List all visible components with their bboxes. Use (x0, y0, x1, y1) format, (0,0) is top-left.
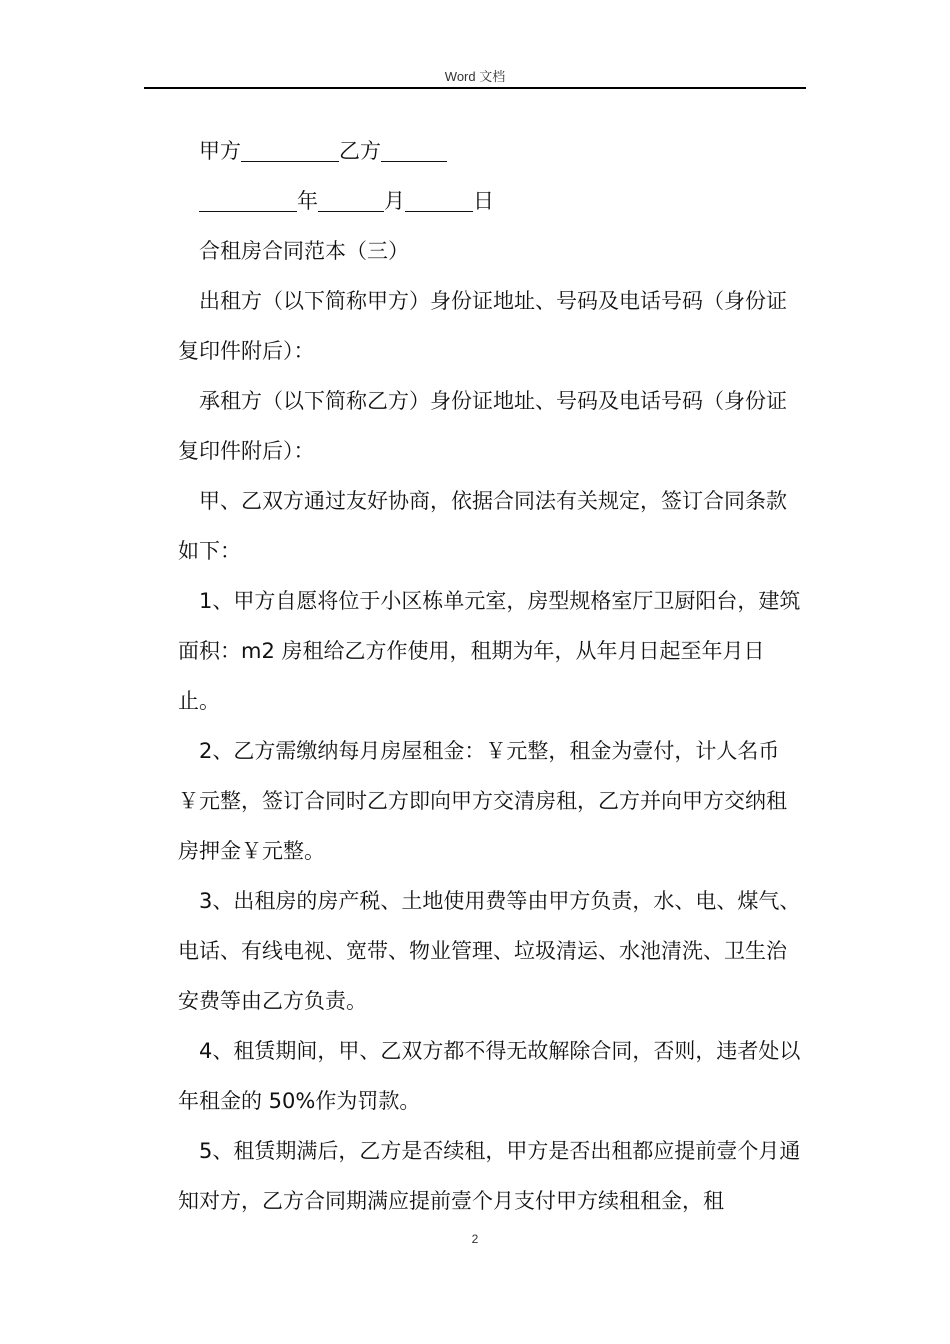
clause-3: 3、出租房的房产税、土地使用费等由甲方负责，水、电、煤气、电话、有线电视、宽带、物业管理、垃圾清运、水池清洗、卫生治安费等由乙方负责。 (178, 889, 801, 1013)
party-b-label: 乙方 (339, 139, 381, 163)
party-a-label: 甲方 (199, 139, 241, 163)
signature-line-parties (178, 126, 804, 176)
year-label: 年 (297, 189, 318, 213)
paragraph-agreement: 甲、乙双方通过友好协商，依据合同法有关规定，签订合同条款如下： (178, 489, 787, 563)
clause-1: 1、甲方自愿将位于小区栋单元室，房型规格室厅卫厨阳台，建筑面积：m2 房租给乙方作使用，租期为年，从年月日起至年月日止。 (178, 589, 801, 713)
party-b-blank (381, 133, 447, 162)
section-title: 合租房合同范本（三） (199, 239, 409, 263)
clause-5: 5、租赁期满后，乙方是否续租，甲方是否出租都应提前壹个月通知对方，乙方合同期满应提前壹个月支付甲方续租租金，租 (178, 1139, 801, 1213)
day-label: 日 (473, 189, 494, 213)
page-number: 2 (471, 1232, 479, 1246)
clause-2: 2、乙方需缴纳每月房屋租金：￥元整，租金为壹付，计人名币￥元整，签订合同时乙方即向甲方交清房租，乙方并向甲方交纳租房押金￥元整。 (178, 739, 787, 863)
header-rule (144, 87, 806, 89)
paragraph-lessee: 承租方（以下简称乙方）身份证地址、号码及电话号码（身份证复印件附后）： (178, 389, 787, 463)
year-blank (199, 183, 297, 212)
page-header: Word 文档 (444, 69, 506, 84)
paragraph-lessor: 出租方（以下简称甲方）身份证地址、号码及电话号码（身份证复印件附后）： (178, 289, 787, 363)
party-a-blank (241, 133, 339, 162)
day-blank (405, 183, 473, 212)
month-label: 月 (384, 189, 405, 213)
clause-4: 4、租赁期间，甲、乙双方都不得无故解除合同，否则，违者处以年租金的 50%作为罚款。 (178, 1039, 801, 1113)
month-blank (318, 183, 384, 212)
signature-line-date (178, 176, 804, 226)
document-body (178, 126, 804, 1226)
